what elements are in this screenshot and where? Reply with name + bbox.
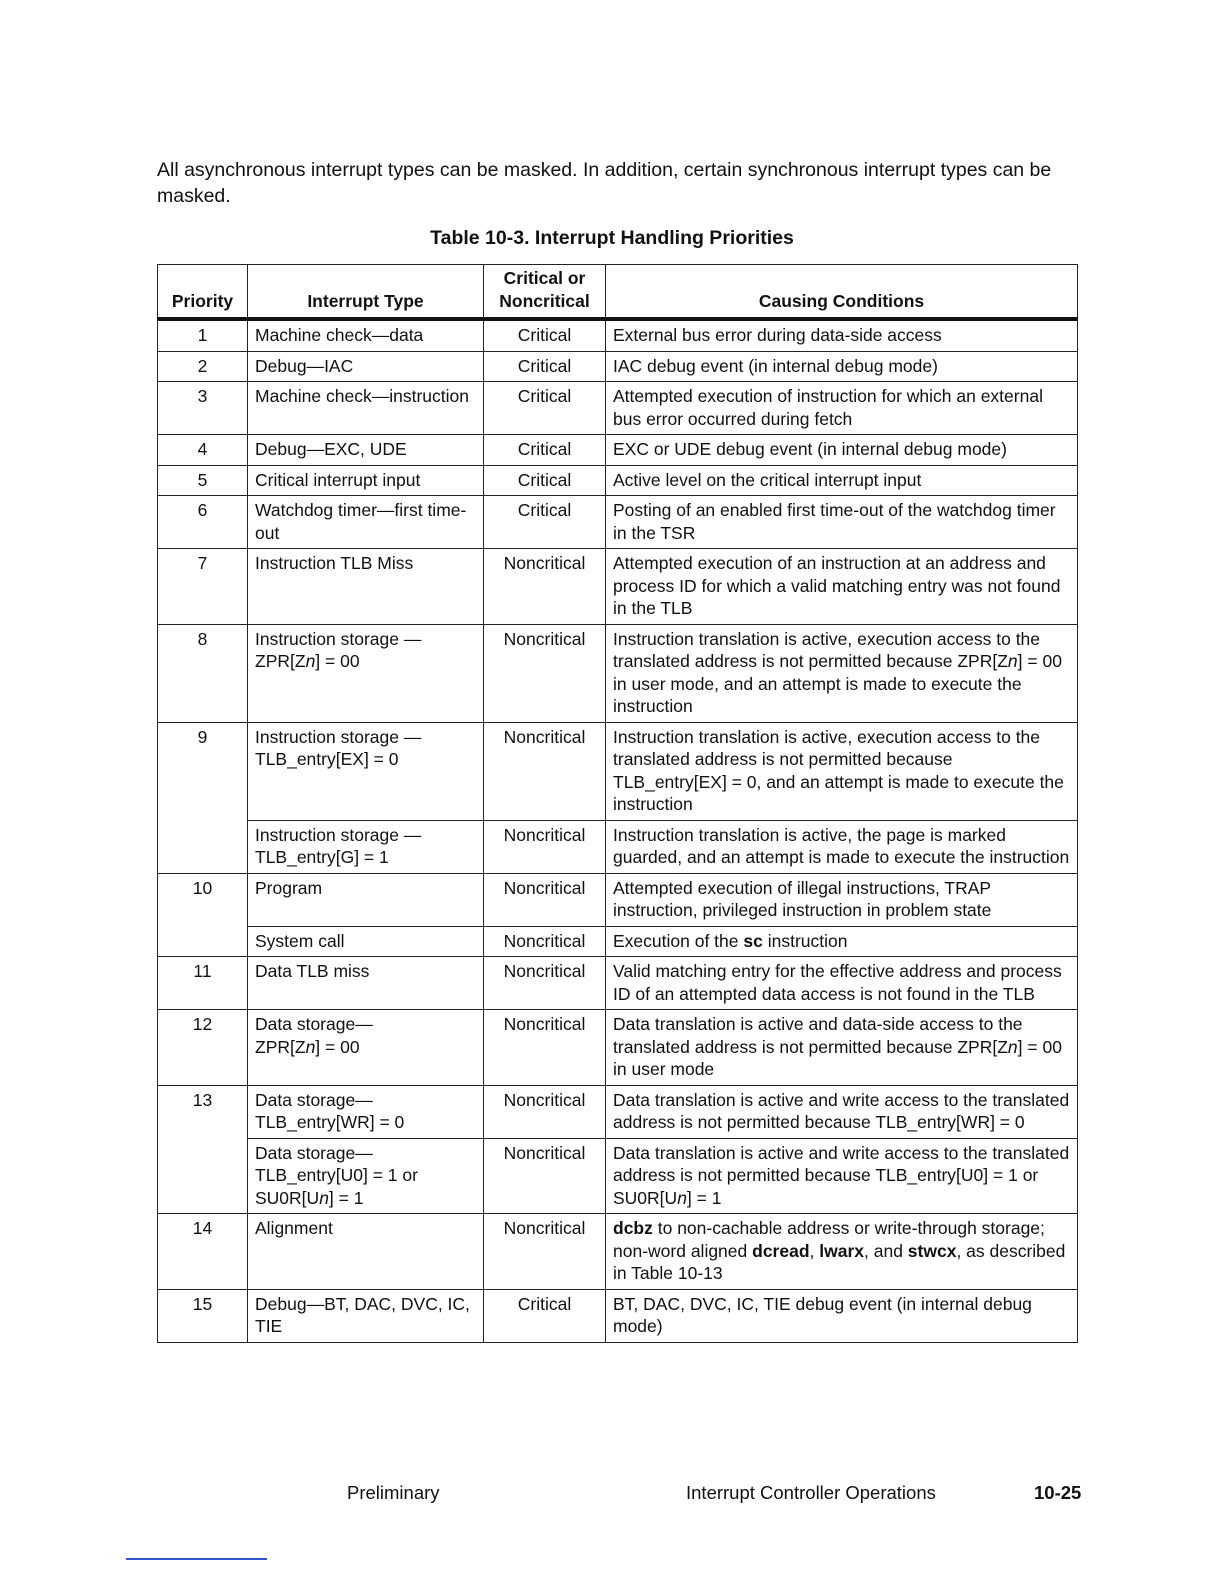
- priority-cell: 6: [158, 496, 248, 549]
- table-row: [158, 1010, 1078, 1086]
- priority-cell: 10: [158, 873, 248, 957]
- table-row: [158, 496, 1078, 549]
- conditions-cell: Active level on the critical interrupt input: [606, 465, 1078, 496]
- conditions-cell: Instruction translation is active, execution access to the translated address is not permitted because TLB_entry[EX] = 0, and an attempt is made to execute the instruction: [606, 722, 1078, 820]
- critical-cell: Noncritical: [484, 722, 606, 820]
- interrupt-priority-table: [157, 264, 1078, 1343]
- interrupt-type-cell: Instruction storage — TLB_entry[G] = 1: [248, 820, 484, 873]
- conditions-cell: Attempted execution of instruction for which an external bus error occurred during fetch: [606, 382, 1078, 435]
- interrupt-type-cell: Data storage— ZPR[Zn] = 00: [248, 1010, 484, 1086]
- priority-cell: 9: [158, 722, 248, 873]
- conditions-cell: EXC or UDE debug event (in internal debug mode): [606, 435, 1078, 466]
- header-conditions: Causing Conditions: [606, 265, 1078, 320]
- interrupt-type-cell: Critical interrupt input: [248, 465, 484, 496]
- priority-cell: 14: [158, 1214, 248, 1290]
- conditions-cell: Instruction translation is active, execution access to the translated address is not permitted because ZPR[Zn] = 00 in user mode, and an attempt is made to execute the instruction: [606, 624, 1078, 722]
- conditions-cell: Valid matching entry for the effective address and process ID of an attempted data access is not found in the TLB: [606, 957, 1078, 1010]
- header-priority: Priority: [158, 265, 248, 320]
- critical-cell: Noncritical: [484, 1010, 606, 1086]
- header-critical-line1: Critical or: [503, 268, 586, 288]
- table-row: [158, 549, 1078, 625]
- critical-cell: Noncritical: [484, 820, 606, 873]
- critical-cell: Noncritical: [484, 1214, 606, 1290]
- conditions-cell: Attempted execution of illegal instructions, TRAP instruction, privileged instruction in problem state: [606, 873, 1078, 926]
- table-row: [158, 351, 1078, 382]
- header-interrupt-type: Interrupt Type: [248, 265, 484, 320]
- critical-cell: Noncritical: [484, 1138, 606, 1214]
- interrupt-type-cell: Instruction storage — TLB_entry[EX] = 0: [248, 722, 484, 820]
- table-row: [158, 957, 1078, 1010]
- conditions-cell: Attempted execution of an instruction at an address and process ID for which a valid matching entry was not found in the TLB: [606, 549, 1078, 625]
- bottom-rule: [126, 1558, 267, 1560]
- conditions-cell: Data translation is active and write access to the translated address is not permitted because TLB_entry[WR] = 0: [606, 1085, 1078, 1138]
- critical-cell: Noncritical: [484, 957, 606, 1010]
- interrupt-type-cell: Instruction storage — ZPR[Zn] = 00: [248, 624, 484, 722]
- table-row: [158, 382, 1078, 435]
- interrupt-type-cell: Machine check—instruction: [248, 382, 484, 435]
- priority-cell: 3: [158, 382, 248, 435]
- table-row: [158, 926, 1078, 957]
- priority-cell: 2: [158, 351, 248, 382]
- priority-cell: 7: [158, 549, 248, 625]
- interrupt-type-cell: Watchdog timer—first time-out: [248, 496, 484, 549]
- interrupt-type-cell: Debug—IAC: [248, 351, 484, 382]
- conditions-cell: IAC debug event (in internal debug mode): [606, 351, 1078, 382]
- table-row: [158, 624, 1078, 722]
- priority-cell: 11: [158, 957, 248, 1010]
- interrupt-type-cell: Machine check—data: [248, 319, 484, 351]
- intro-paragraph: All asynchronous interrupt types can be masked. In addition, certain synchronous interrupt types can be masked.: [157, 159, 1052, 207]
- table-row: [158, 319, 1078, 351]
- priority-cell: 8: [158, 624, 248, 722]
- priority-cell: 12: [158, 1010, 248, 1086]
- priority-cell: 1: [158, 319, 248, 351]
- critical-cell: Noncritical: [484, 624, 606, 722]
- critical-cell: Critical: [484, 319, 606, 351]
- critical-cell: Critical: [484, 496, 606, 549]
- interrupt-type-cell: Debug—BT, DAC, DVC, IC, TIE: [248, 1289, 484, 1342]
- priority-cell: 5: [158, 465, 248, 496]
- critical-cell: Noncritical: [484, 549, 606, 625]
- critical-cell: Critical: [484, 465, 606, 496]
- priority-cell: 15: [158, 1289, 248, 1342]
- conditions-cell: Data translation is active and write access to the translated address is not permitted because TLB_entry[U0] = 1 or SU0R[Un] = 1: [606, 1138, 1078, 1214]
- interrupt-type-cell: Debug—EXC, UDE: [248, 435, 484, 466]
- page-number: 10-25: [1034, 1482, 1082, 1503]
- conditions-cell: Instruction translation is active, the page is marked guarded, and an attempt is made to execute the instruction: [606, 820, 1078, 873]
- conditions-cell: Execution of the sc instruction: [606, 926, 1078, 957]
- footer-preliminary: Preliminary: [347, 1482, 440, 1503]
- critical-cell: Critical: [484, 382, 606, 435]
- table-row: [158, 820, 1078, 873]
- priority-cell: 13: [158, 1085, 248, 1214]
- critical-cell: Noncritical: [484, 873, 606, 926]
- interrupt-type-cell: Alignment: [248, 1214, 484, 1290]
- table-row: [158, 1214, 1078, 1290]
- table-header-row: [158, 265, 1078, 320]
- table-row: [158, 722, 1078, 820]
- conditions-cell: BT, DAC, DVC, IC, TIE debug event (in internal debug mode): [606, 1289, 1078, 1342]
- table-row: [158, 1138, 1078, 1214]
- conditions-cell: dcbz to non-cachable address or write-through storage; non-word aligned dcread, lwarx, and stwcx, as described in Table 10-13: [606, 1214, 1078, 1290]
- critical-cell: Noncritical: [484, 926, 606, 957]
- priority-cell: 4: [158, 435, 248, 466]
- interrupt-type-cell: System call: [248, 926, 484, 957]
- header-critical: [484, 265, 606, 320]
- table-row: [158, 1289, 1078, 1342]
- interrupt-type-cell: Program: [248, 873, 484, 926]
- interrupt-type-cell: Instruction TLB Miss: [248, 549, 484, 625]
- table-row: [158, 873, 1078, 926]
- table-caption: Table 10-3. Interrupt Handling Priorities: [430, 227, 794, 249]
- interrupt-type-cell: Data TLB miss: [248, 957, 484, 1010]
- critical-cell: Critical: [484, 351, 606, 382]
- conditions-cell: Data translation is active and data-side access to the translated address is not permitted because ZPR[Zn] = 00 in user mode: [606, 1010, 1078, 1086]
- conditions-cell: Posting of an enabled first time-out of the watchdog timer in the TSR: [606, 496, 1078, 549]
- table-row: [158, 1085, 1078, 1138]
- table-row: [158, 435, 1078, 466]
- critical-cell: Critical: [484, 1289, 606, 1342]
- table-row: [158, 465, 1078, 496]
- interrupt-type-cell: Data storage— TLB_entry[U0] = 1 or SU0R[Un] = 1: [248, 1138, 484, 1214]
- critical-cell: Critical: [484, 435, 606, 466]
- interrupt-type-cell: Data storage— TLB_entry[WR] = 0: [248, 1085, 484, 1138]
- conditions-cell: External bus error during data-side access: [606, 319, 1078, 351]
- footer-section-title: Interrupt Controller Operations: [686, 1482, 936, 1503]
- header-critical-line2: Noncritical: [499, 290, 590, 311]
- critical-cell: Noncritical: [484, 1085, 606, 1138]
